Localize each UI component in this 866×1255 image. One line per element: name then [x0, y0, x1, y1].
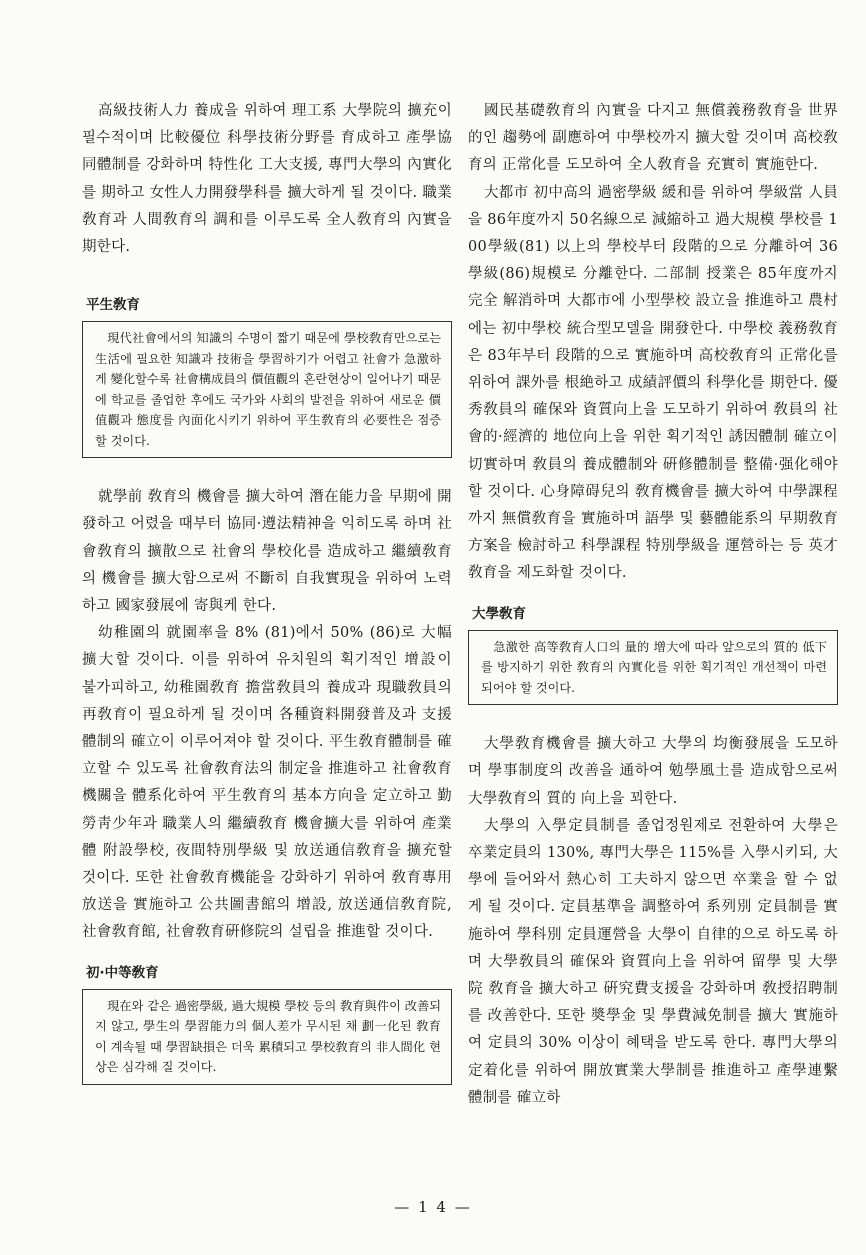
left-paragraph-2: 就學前 敎育의 機會를 擴大하여 潛在能力을 早期에 開發하고 어렸을 때부터 協同·遵法精神을 익히도록 하며 社會敎育의 擴散으로 社會의 學校化를 造成하고 繼續敎育의 機會를 擴大함으로써 不斷히 自我實現을 위하여 노력하고 國家發展에 寄與케 한다.: [82, 489, 452, 615]
right-paragraph-3: 大學敎育機會를 擴大하고 大學의 均衡發展을 도모하며 學事制度의 改善을 通하여 勉學風土를 造成함으로써 大學敎育의 質的 向上을 꾀한다.: [468, 736, 838, 807]
summary-box-university-education: [468, 630, 838, 706]
left-column: [82, 98, 452, 1111]
summary-box-text: 現在와 같은 過密學級, 過大規模 學校 등의 敎育與件이 改善되지 않고, 學生의 學習能力의 個人差가 무시된 채 劃一化된 敎育이 계속될 때 學習缺損은 더욱 累積되고 學校敎育의 非人間化 현상은 심각해 질 것이다.: [95, 998, 441, 1075]
right-paragraph-2: 大都市 初中高의 過密學級 緩和를 위하여 學級當 人員을 86年度까지 50名線으로 減縮하고 過大規模 學校를 100學級(81) 以上의 學校부터 段階的으로 分離하여 36學級(86)規模로 分離한다. 二部制 授業은 85年度까지 完全 解消하며 大都市에 小型學校 設立을 推進하고 農村에는 初中學校 統合型모델을 開發한다. 中學校 義務敎育은 83年부터 段階的으로 實施하며 高校敎育의 正常化를 위하여 課外를 根絶하고 成績評價의 科學化를 期한다. 優秀敎員의 確保와 資質向上을 도모하기 위하여 敎員의 社會的·經濟的 地位向上을 위한 획기적인 誘因體制 確立이 切實하며 敎員의 養成體制와 硏修體制를 整備·强化해야 할 것이다. 心身障碍兒의 敎育機會를 擴大하여 中學課程까지 無償敎育을 實施하며 語學 및 藝體能系의 早期敎育方案을 檢討하고 科學課程 特別學級을 運營하는 등 英才敎育을 제도화할 것이다.: [468, 184, 838, 582]
right-paragraph-4: 大學의 入學定員制를 졸업정원제로 전환하여 大學은 卒業定員의 130%, 專門大學은 115%를 入學시키되, 大學에 들어와서 熱心히 工夫하지 않으면 卒業을 할 수 없게 될 것이다. 定員基準을 調整하여 系列別 定員制를 實施하여 學科別 定員運營을 大學이 自律的으로 하도록 하며 大學敎員의 確保와 資質向上을 위하여 留學 및 大學院 敎育을 擴大하고 硏究費支援을 강화하며 敎授招聘制를 改善한다. 또한 奬學金 및 學費減免制를 擴大 實施하여 定員의 30% 이상이 혜택을 받도록 한다. 專門大學의 定着化를 위하여 開放實業大學制를 推進하고 產學連繫體制를 確立하: [468, 817, 838, 1106]
right-column: [468, 98, 838, 1112]
page-number: — 1 4 —: [394, 1198, 472, 1216]
summary-box-primary-secondary-education: [82, 989, 452, 1085]
right-paragraph-1: 國民基礎敎育의 內實을 다지고 無償義務敎育을 世界的인 趨勢에 副應하여 中學校까지 擴大할 것이며 高校敎育의 正常化를 도모하여 全人敎育을 充實히 實施한다.: [468, 103, 838, 174]
section-title-university-education: 大學敎育: [472, 605, 526, 622]
left-paragraph-3: 幼稚園의 就園率을 8% (81)에서 50% (86)로 大幅 擴大할 것이다. 이를 위하여 유치원의 획기적인 增設이 불가피하고, 幼稚園敎育 擔當敎員의 養成과 現職敎員의 再敎育이 필요하게 될 것이며 各種資料開發普及과 支援體制의 確立이 이루어져야 할 것이다. 平生敎育體制를 確立할 수 있도록 社會敎育法의 制定을 推進하고 社會敎育機關을 體系化하여 平生敎育의 基本方向을 定立하고 勤勞靑少年과 職業人의 繼續敎育 機會擴大를 위하여 產業體 附設學校, 夜間特別學級 및 放送通信敎育을 擴充할 것이다. 또한 社會敎育機能을 강화하기 위하여 敎育專用放送을 實施하고 公共圖書館의 增設, 放送通信敎育院, 社會敎育館, 社會敎育硏修院의 설립을 推進할 것이다.: [82, 625, 452, 941]
summary-box-text: 現代社會에서의 知識의 수명이 짧기 때문에 學校敎育만으로는 生活에 필요한 知識과 技術을 學習하기가 어렵고 社會가 急激하게 變化할수록 社會構成員의 價值觀의 혼란현상이 일어나기 때문에 학교를 졸업한 후에도 국가와 사회의 발전을 위하여 새로운 價值觀과 態度를 內面化시키기 위하여 平生敎育의 必要性은 점증할 것이다.: [95, 331, 441, 448]
summary-box-text: 急激한 高等敎育人口의 量的 增大에 따라 앞으로의 質的 低下를 방지하기 위한 敎育의 內實化를 위한 획기적인 개선책이 마련되어야 할 것이다.: [481, 639, 827, 695]
summary-box-lifelong-education: [82, 321, 452, 458]
section-title-primary-secondary-education: 初·中等敎育: [86, 964, 159, 981]
left-paragraph-1: 高級技術人力 養成을 위하여 理工系 大學院의 擴充이 필수적이며 比較優位 科學技術分野를 育成하고 產學協同體制를 강화하며 特性化 工大支援, 專門大學의 內實化를 期하고 女性人力開發學科를 擴大하게 될 것이다. 職業敎育과 人間敎育의 調和를 이루도록 全人敎育의 內實을 期한다.: [82, 103, 452, 256]
section-title-lifelong-education: 平生敎育: [86, 297, 140, 314]
